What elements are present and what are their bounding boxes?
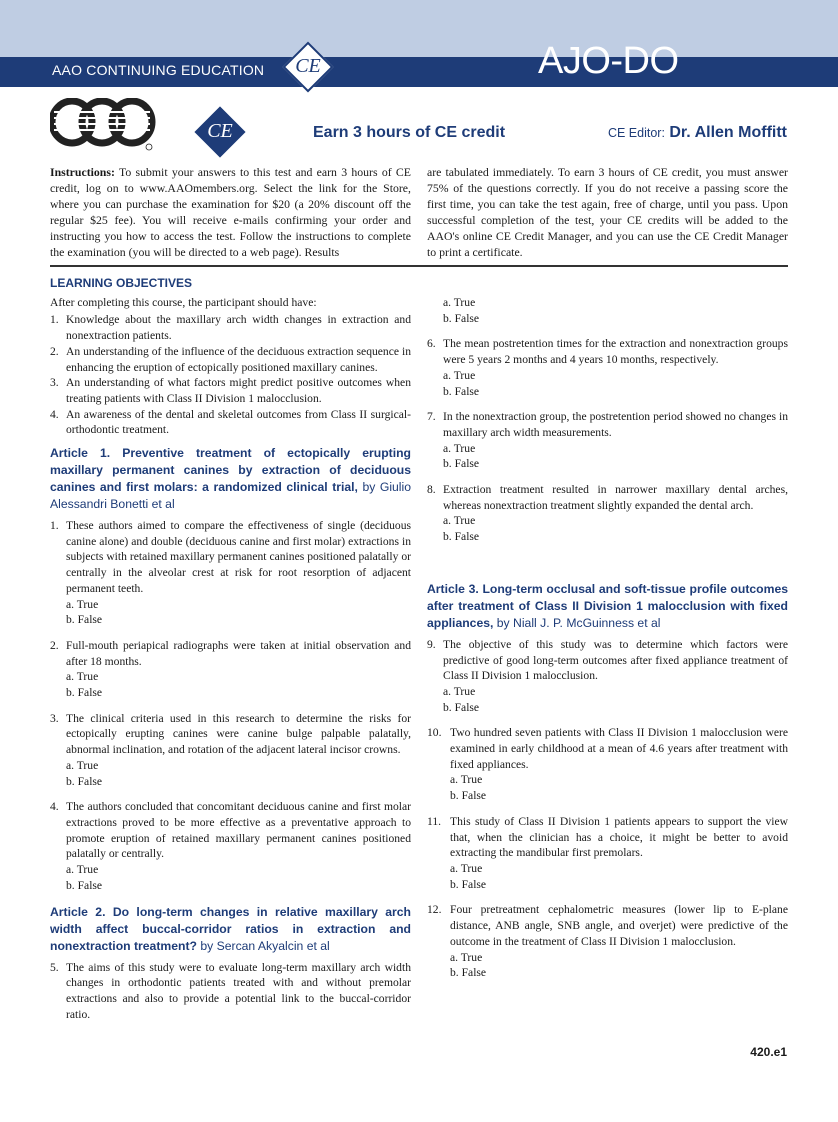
question-9: [427, 637, 788, 716]
answer-option-b: b. False: [450, 877, 487, 891]
answer-option-a: a. True: [66, 758, 99, 772]
article-authors: by Sercan Akyalcin et al: [196, 938, 330, 953]
question-text: [427, 725, 788, 772]
answer-option-a: a. True: [443, 296, 476, 309]
left-column: [50, 273, 411, 1032]
answer-option-b: b. False: [450, 789, 487, 803]
question-text: [427, 637, 788, 684]
question-text: [50, 960, 411, 1023]
objectives-intro: After completing this course, the participant should have:: [50, 295, 317, 309]
objective-text: An awareness of the dental and skeletal outcomes from Class II surgical-orthodontic treatment.: [66, 407, 411, 437]
question-text: [427, 409, 788, 440]
answer-option-b: b. False: [443, 311, 480, 325]
instructions-left: [50, 164, 411, 260]
objective-item: [50, 407, 411, 438]
answer-option-a: a. True: [443, 368, 476, 382]
question-number: 9.: [427, 637, 436, 651]
question-text: [427, 482, 788, 513]
question-body: The clinical criteria used in this research to determine the risks for ectopically erupting canines were canine bulge palpable palatally, abnormal inclination, and rotation of the adjacent lateral incisor crowns.: [66, 711, 411, 757]
question-number: 4.: [50, 800, 59, 814]
question-body: Four pretreatment cephalometric measures (lower lip to E-plane distance, ANB angle, SNB angle, and overjet) were predictive of the outcome in the treatment of Class II Division 1 malocclusion.: [450, 903, 788, 948]
question-12: [427, 902, 788, 981]
objective-number: 1.: [50, 313, 59, 327]
question-body: Full-mouth periapical radiographs were taken at initial observation and after 18 months.: [66, 638, 411, 668]
question-11: [427, 814, 788, 893]
objective-text: Knowledge about the maxillary arch width changes in extraction and nonextraction patients.: [66, 313, 411, 343]
instructions-left-text: To submit your answers to this test and earn 3 hours of CE credit, log on to www.AAOmembers.org. Select the link for the Store, where you can purchase the examination for $20 (a 20% discount off the regular $25 fee). You will receive e-mails confirming your order and instructing you how to access the test. Follow the instructions to complete the examination (you will be directed to a web page). Results: [50, 165, 411, 259]
page-number: 420.e1: [750, 1045, 787, 1059]
question-number: 11.: [427, 814, 442, 828]
objective-item: [50, 344, 411, 375]
question-3: [50, 711, 411, 790]
question-text: [427, 814, 788, 861]
answer-option-a: a. True: [66, 670, 99, 684]
article-title: Article 2. Do long-term changes in relative maxillary arch width affect buccal-corridor ratios in extraction and nonextraction treatment?: [50, 904, 411, 953]
question-text: [50, 711, 411, 758]
answer-option-b: b. False: [66, 686, 103, 700]
question-5: [50, 960, 411, 1023]
question-text: [427, 902, 788, 949]
answer-option-b: b. False: [443, 530, 480, 544]
question-1: [50, 518, 411, 628]
objective-item: [50, 312, 411, 343]
objective-text: An understanding of what factors might predict positive outcomes when treating patients with Class II Division 1 malocclusion.: [66, 376, 411, 405]
question-text: [50, 638, 411, 669]
question-number: 5.: [50, 960, 59, 974]
series-label: AAO CONTINUING EDUCATION: [52, 62, 265, 78]
objective-number: 2.: [50, 344, 59, 358]
answer-option-b: b. False: [66, 774, 103, 788]
article-1-heading: [50, 445, 411, 513]
question-8: [427, 482, 788, 545]
question-body: The mean postretention times for the extraction and nonextraction groups were 5 years 2 months and 4 years 10 months, respectively.: [443, 337, 788, 367]
answer-option-b: b. False: [443, 384, 480, 398]
answer-option-b: b. False: [450, 966, 487, 980]
question-body: Extraction treatment resulted in narrower maxillary dental arches, whereas nonextraction treatment slightly expanded the dental arch.: [443, 483, 788, 512]
article-3-heading: [427, 581, 788, 632]
question-number: 1.: [50, 519, 59, 533]
answer-option-b: b. False: [443, 457, 480, 471]
article-title: Article 3. Long-term occlusal and soft-tissue profile outcomes after treatment of Class II Division 1 malocclusion with fixed appliances,: [427, 581, 788, 630]
question-body: Two hundred seven patients with Class II Division 1 malocclusion were examined in early childhood at a mean of 4.6 years after treatment with fixed appliances.: [450, 726, 788, 771]
objective-number: 3.: [50, 376, 59, 390]
question-2: [50, 638, 411, 701]
question-number: 8.: [427, 483, 436, 497]
answer-option-b: b. False: [443, 700, 480, 714]
article-authors: by Giulio Alessandri Bonetti et al: [50, 480, 411, 512]
right-column: [427, 295, 788, 991]
article-authors: by Niall J. P. McGuinness et al: [493, 615, 661, 630]
section-divider: [50, 265, 788, 267]
editor-name: Dr. Allen Moffitt: [669, 124, 787, 141]
question-number: 6.: [427, 337, 436, 351]
answer-option-b: b. False: [66, 878, 103, 892]
answer-option-a: a. True: [66, 863, 99, 877]
objectives-heading: LEARNING OBJECTIVES: [50, 276, 193, 290]
objective-number: 4.: [50, 407, 59, 421]
question-text: [427, 336, 788, 367]
ce-editor: [608, 124, 787, 142]
answer-option-a: a. True: [450, 950, 483, 964]
header-top-band: [0, 0, 838, 57]
answer-option-a: a. True: [443, 441, 476, 455]
ce-headline: Earn 3 hours of CE credit: [313, 124, 506, 141]
ce-badge-label: CE: [295, 55, 321, 77]
question-7: [427, 409, 788, 472]
question-body: In the nonextraction group, the postretention period showed no changes in maxillary arch width measurements.: [443, 410, 788, 439]
question-number: 3.: [50, 711, 59, 725]
article-title: Article 1. Preventive treatment of ectopically erupting maxillary permanent canines by extraction of deciduous canines and first molars: a randomized clinical trial,: [50, 446, 411, 495]
answer-option-b: b. False: [66, 613, 103, 627]
aao-logo-icon: [50, 98, 156, 152]
answer-option-a: a. True: [443, 514, 476, 528]
journal-title: AJO-DO: [538, 40, 679, 82]
question-number: 7.: [427, 410, 436, 424]
instructions-right: are tabulated immediately. To earn 3 hours of CE credit, you must answer 75% of the questions correctly. If you do not receive a passing score the first time, you can take the test again, free of charge, until you pass. Upon successful completion of the test, your CE credits will be added to the AAO's online CE Credit Manager, and you can use the CE Credit Manager to print a certificate.: [427, 165, 788, 259]
question-10: [427, 725, 788, 804]
objective-item: [50, 375, 411, 406]
question-5-options: [427, 295, 788, 326]
question-number: 10.: [427, 726, 442, 740]
answer-option-a: a. True: [450, 773, 483, 787]
question-body: These authors aimed to compare the effectiveness of single (deciduous canine alone) and double (deciduous canine and first molar) extractions in subjects with retained maxillary permanent canines positioned palatally or centrally in the alveolar crest at risk for root resorption of adjacent permanent teeth.: [66, 519, 411, 595]
question-body: This study of Class II Division 1 patients appears to support the view that, when the clinician has a choice, it might be better to avoid extracting the mandibular first premolars.: [450, 814, 788, 860]
question-4: [50, 799, 411, 893]
instructions-label: Instructions:: [50, 165, 115, 179]
question-body: The aims of this study were to evaluate long-term maxillary arch width changes in orthodontic patients treated with and without premolar extractions and also to provide a potential link to the buccal-corridor ratio.: [66, 960, 411, 1021]
answer-option-a: a. True: [443, 684, 476, 698]
editor-label: CE Editor:: [607, 126, 665, 140]
question-number: 12.: [427, 903, 442, 917]
article-2-heading: [50, 904, 411, 955]
answer-option-a: a. True: [450, 861, 483, 875]
question-text: [50, 799, 411, 862]
question-6: [427, 336, 788, 399]
question-body: The objective of this study was to determine which factors were predictive of good long-term outcomes after fixed appliance treatment of Class II Division 1 malocclusion.: [443, 637, 788, 683]
question-number: 2.: [50, 638, 59, 652]
objective-text: An understanding of the influence of the deciduous extraction sequence in enhancing the eruption of ectopically positioned maxillary canines.: [66, 344, 411, 374]
question-body: The authors concluded that concomitant deciduous canine and first molar extractions proved to be more effective as a preventative approach to promote eruption of retained maxillary permanent canines positioned palatally or centrally.: [66, 800, 411, 861]
answer-option-a: a. True: [66, 597, 99, 611]
ce-mark-label: CE: [207, 120, 233, 142]
question-text: [50, 518, 411, 597]
objectives-list: [50, 312, 411, 438]
